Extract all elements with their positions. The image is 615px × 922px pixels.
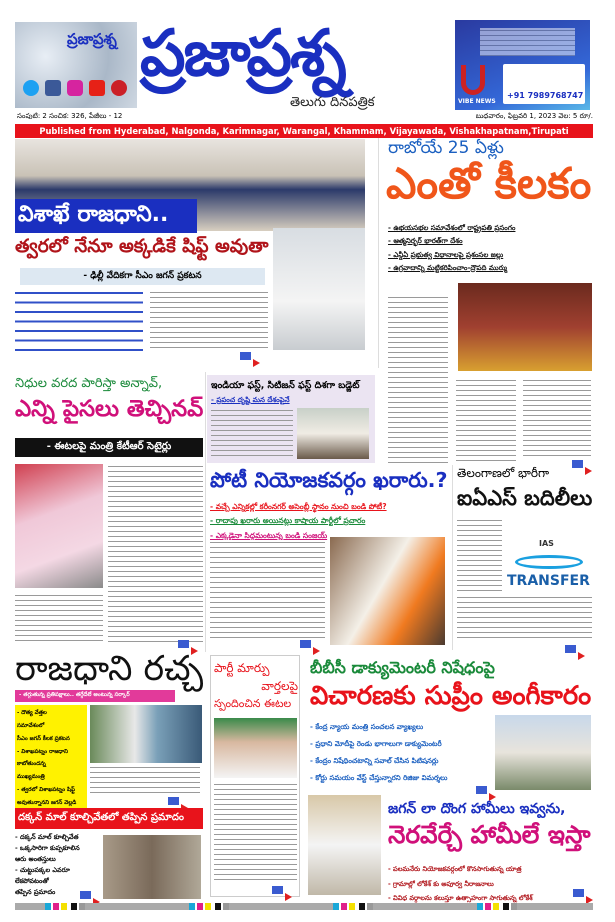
president-bullets: - ఉభయసభల సమావేశంలో రాష్ట్రపతి ప్రసంగం - ఆత్మనిర్భర్ భారత్‌గా దేశం - ఎన్డీఏ ప్రభుత్వ విధానాలపై ప్రశంసల జల్లు - ఉగ్రవాదాన్ని మట్టికరిపించాం-ద్రౌపది ముర్ము [388,224,516,272]
twitter-icon[interactable] [23,80,39,96]
read-more-icon[interactable] [272,886,292,894]
bbc-headline: విచారణకు సుప్రీం అంగీకారం [310,681,592,711]
vibe-news-ad: VIBE NEWS +91 7989768747 [455,20,590,110]
president-headline: ఎంతో కీలకం [386,159,592,209]
bandi-bullets: - వచ్చే ఎన్నికల్లో కరీంనగర్ అసెంబ్లీ స్థానం నుంచి బండి పోటీ? - రాదాపు ఖరారు అయినట్లు కాషాయ పార్టీలో ప్రచారం - ఎక్కడైనా సిద్ధమంటున్న బండి సంజయ్ [210,502,387,540]
bbc-bullets: - కేంద్ర న్యాయ మంత్రి సంచలన వ్యాఖ్యలు - ప్రధాని మోదీపై రెండు భాగాలుగా డాక్యుమెంటరీ - కేంద్రం నిషేధించటాన్ని సవాల్ చేసిన పిటిషనర్లు - కోర్టు సమయం వేస్ట్ చేస్తున్నారని రిజిజు విమర్శలు [310,723,448,783]
read-more-icon[interactable] [300,640,320,648]
etela-box: పార్టీ మార్పు వార్తలపై స్పందించిన ఈటల [210,655,300,897]
capital-headline: రాజధాని రచ్చ [15,649,204,689]
ad-phone: +91 7989768747 [507,91,584,100]
top-story-subhead: - ఢిల్లీ వేదికగా సీఎం జగన్ ప్రకటన [20,268,265,285]
pinterest-icon[interactable] [111,80,127,96]
facebook-icon[interactable] [45,80,61,96]
jagan-photo [273,228,365,350]
read-more-icon[interactable] [240,352,260,360]
read-more-icon[interactable] [476,786,496,794]
editions-bar: Published from Hyderabad, Nalgonda, Karimnagar, Warangal, Khammam, Vijayawada, Vishakhapatnam,Tirupati [15,124,593,138]
lokesh-kicker: జగన్ లా దొంగ హామీలు ఇవ్వను, [388,801,566,817]
read-more-icon[interactable] [573,889,593,897]
deccan-bullets: - దక్కన్ మాల్ కూల్చివేత - ఒక్కసారిగా కుప్పకూలిన ఆరు అంతస్తులు - చుట్టుపక్కల ఎవరూ లేకపోవటంతో తప్పిన ప్రమాదం [15,833,80,897]
social-box [15,22,137,108]
lokesh-bullets: - పలమనేరు నియోజకవర్గంలో కొనసాగుతున్న యాత్ర - గ్రామాల్లో లోకేశ్ కు అపూర్వ నీరాజనాలు - వివిధ వర్గాలను కలుస్తూ ఉత్సాహంగా సాగుతున్న లోకేశ్ [388,865,533,902]
color-registration-bar [15,903,593,910]
instagram-icon[interactable] [67,80,83,96]
deccan-headline: దక్కన్ మాల్ కూల్చివేతలో తప్పిన ప్రమాదం [15,808,203,829]
budget-box: ఇండియా ఫస్ట్, సిటిజన్ ఫస్ట్ దిశగా బడ్జెట్ - ప్రపంచ దృష్టి మన దేశంపైనే [207,375,375,463]
modi-photo [297,408,369,459]
read-more-icon[interactable] [178,640,198,648]
top-story-bullets [15,288,143,354]
lokesh-photo [308,795,381,895]
date-price: బుధవారం, ఫిబ్రవరి 1, 2023 వెల: 5 రూ/. [475,112,593,120]
newspaper-logo: ప్రజాప్రశ్న [140,17,345,91]
tagline: తెలుగు దినపత్రిక [290,95,375,110]
president-body [388,295,448,465]
parliament-photo [458,283,592,371]
read-more-icon[interactable] [168,797,188,805]
top-story-body [150,290,268,350]
read-more-icon[interactable] [80,891,100,899]
read-more-icon[interactable] [565,645,585,653]
ias-kicker: తెలంగాణలో భారీగా [457,466,550,480]
top-story-headline: త్వరలో నేనూ అక్కడికే షిఫ్ట్ అవుతా [15,236,269,257]
lokesh-headline: నెరవేర్చే హామీలే ఇస్తా [388,820,591,849]
ias-headline: ఐఏఎస్ బదిలీలు [457,486,593,510]
deccan-mall-demolition-photo [103,835,201,899]
ktr-photo [15,464,103,588]
ias-transfer-graphic: IAS TRANSFER [507,539,590,589]
etela-photo [214,718,297,778]
supreme-court-photo [495,715,591,790]
bandi-sanjay-photo [330,537,445,645]
mini-logo: ప్రజాప్రశ్న [67,30,117,48]
youtube-icon[interactable] [89,80,105,96]
capital-subhead: - తగ్గుతున్న ప్రతిపక్షాలు.. తగ్గేదేలే అంటున్న సర్కార్ [15,690,175,702]
president-kicker: రాబోయే 25 ఏళ్లు [388,138,504,158]
vibe-logo [461,65,485,95]
capital-bullets: - దౌత్య వేత్తల సమావేశంలో సీఎం జగన్ కీలక ప్రకటన - విశాఖపట్నం రాజధాని కాబోతుందన్న ముఖ్యమంత్రి - త్వరలో విశాఖపట్నం షిఫ్ట్ అవుతున్నానని జగన్ వెల్లడి [15,705,87,815]
volume-info: సంపుటి: 2 సంచిక: 326, పేజీలు - 12 [17,112,123,120]
ktr-headline: ఎన్ని పైసలు తెచ్చినవ్ [15,396,204,422]
top-story-banner: విశాఖే రాజధాని.. [15,199,197,233]
bandi-headline: పోటీ నియోజకవర్గం ఖరారు.? [210,468,448,492]
ktr-subhead: - ఈటలపై మంత్రి కేటీఆర్ సెటైర్లు [15,438,203,457]
bbc-kicker: బీబీసీ డాక్యుమెంటరీ నిషేధంపై [310,658,495,677]
ktr-kicker: నిధుల వరద పారిస్తా అన్నావ్, [15,376,163,391]
visakhapatnam-photo [90,705,202,763]
